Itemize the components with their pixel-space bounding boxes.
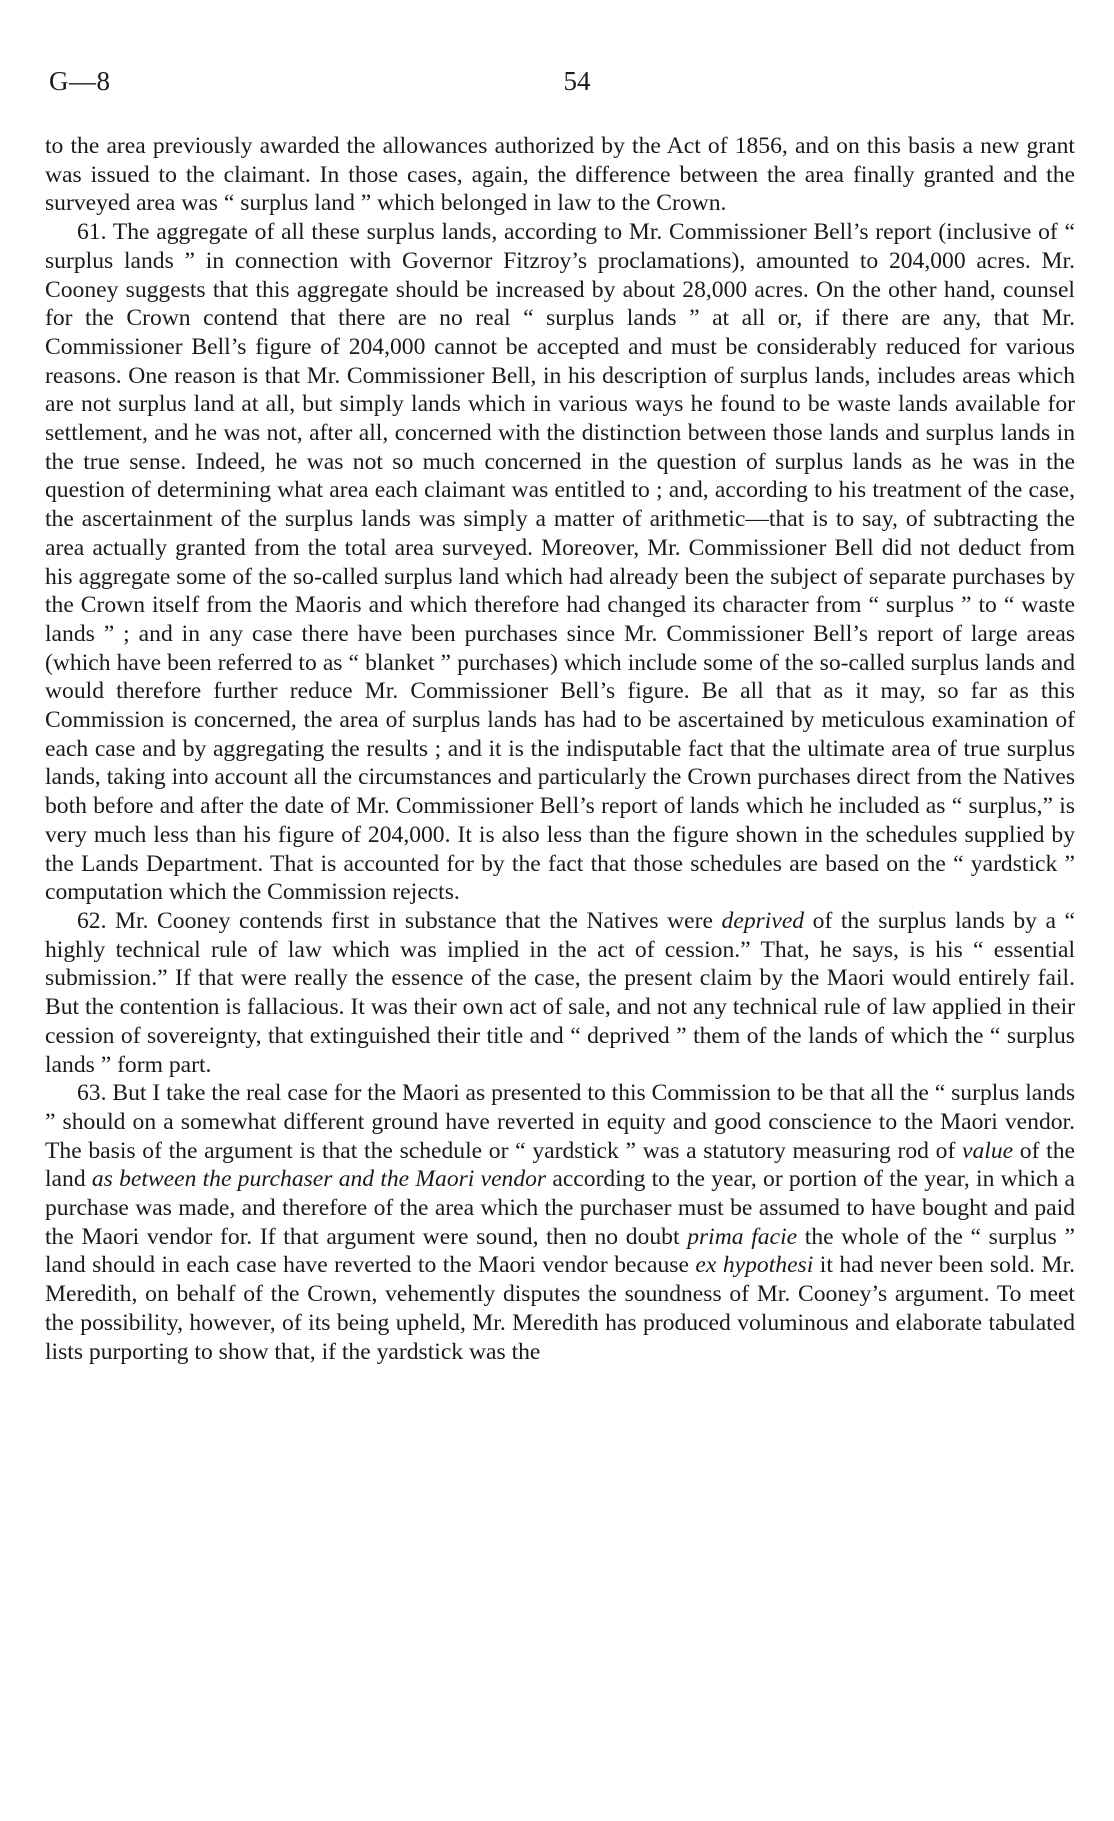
paragraph-63-italic-prima-facie: prima facie xyxy=(687,1223,798,1250)
paragraph-continuation: to the area previously awarded the allowances authorized by the Act of 1856, and on this basis a new grant was issued to the claimant. In those cases, again, the difference between the area finally granted and the surveyed area was “ surplus land ” which belonged in law to the Crown. xyxy=(45,133,1075,217)
paragraph-62-text-2: of the surplus lands by a “ highly technical rule of law which was implied in the act of cession.” That, he says, is his “ essential submission.” If that were really the essence of the case, the present claim by the Maori would entirely fail. But the contention is fallacious. It was their own act of sale, and not any technical rule of law applied in their cession of sovereignty, that extinguished their title and “ deprived ” them of the lands of which the “ surplus lands ” form part. xyxy=(45,907,1075,1078)
paragraph-63 xyxy=(45,1079,1075,1366)
paragraph-61: 61. The aggregate of all these surplus lands, according to Mr. Commissioner Bell’s report (inclusive of “ surplus lands ” in connection with Governor Fitzroy’s proclamations), amounted to 204,000 acres. Mr. Cooney suggests that this aggregate should be increased by about 28,000 acres. On the other hand, counsel for the Crown contend that there are no real “ surplus lands ” at all or, if there are any, that Mr. Commissioner Bell’s figure of 204,000 cannot be accepted and must be considerably reduced for various reasons. One reason is that Mr. Commissioner Bell, in his description of surplus lands, includes areas which are not surplus land at all, but simply lands which in various ways he found to be waste lands available for settlement, and he was not, after all, concerned with the distinction between those lands and surplus lands in the true sense. Indeed, he was not so much concerned in the question of surplus lands as he was in the question of determining what area each claimant was entitled to ; and, according to his treatment of the case, the ascertainment of the surplus lands was simply a matter of arithmetic—that is to say, of subtracting the area actually granted from the total area surveyed. Moreover, Mr. Commissioner Bell did not deduct from his aggregate some of the so-called surplus land which had already been the subject of separate purchases by the Crown itself from the Maoris and which therefore had changed its character from “ surplus ” to “ waste lands ” ; and in any case there have been purchases since Mr. Commissioner Bell’s report of large areas (which have been referred to as “ blanket ” purchases) which include some of the so-called surplus lands and would therefore further reduce Mr. Commissioner Bell’s figure. Be all that as it may, so far as this Commission is concerned, the area of surplus lands has had to be ascertained by meticulous examination of each case and by aggregating the results ; and it is the indisputable fact that the ultimate area of true surplus lands, taking into account all the circumstances and particularly the Crown purchases direct from the Natives both before and after the date of Mr. Commissioner Bell’s report of lands which he included as “ surplus,” is very much less than his figure of 204,000. It is also less than the figure shown in the schedules supplied by the Lands Department. That is accounted for by the fact that those schedules are based on the “ yardstick ” computation which the Commission rejects. xyxy=(45,219,1075,906)
paragraph-62 xyxy=(45,907,1075,1079)
paragraph-63-italic-value: value xyxy=(962,1137,1014,1164)
paragraph-63-text-4: the whole of the “ surplus ” land should in each case have reverted to the Maori vendor because xyxy=(45,1223,1075,1279)
paragraph-62-text-1: 62. Mr. Cooney contends first in substance that the Natives were xyxy=(77,907,722,934)
paragraph-63-text-3: according to the year, or portion of the year, in which a purchase was made, and therefore of the area which the purchaser must be assumed to have bought and paid the Maori vendor for. If that argument were sound, then no doubt xyxy=(45,1166,1075,1250)
paragraph-63-text-5: it had never been sold. Mr. Meredith, on behalf of the Crown, vehemently disputes the soundness of Mr. Cooney’s argument. To meet the possibility, however, of its being upheld, Mr. Meredith has produced voluminous and elaborate tabulated lists purporting to show that, if the yardstick was the xyxy=(45,1252,1075,1365)
page-number: 54 xyxy=(563,66,591,96)
body-text xyxy=(45,132,1075,1366)
paragraph-63-italic-as-between: as between the purchaser and the Maori vendor xyxy=(91,1166,547,1193)
paragraph-63-text-2: of the land xyxy=(45,1137,1075,1193)
paragraph-63-italic-ex-hypothesi: ex hypothesi xyxy=(695,1252,814,1279)
paragraph-63-text-1: 63. But I take the real case for the Maori as presented to this Commission to be that all the “ surplus lands ” should on a somewhat different ground have reverted in equity and good conscience to the Maori vendor. The basis of the argument is that the schedule or “ yardstick ” was a statutory measuring rod of xyxy=(45,1080,1075,1164)
page-header xyxy=(45,66,1069,100)
document-code: G—8 xyxy=(49,66,111,96)
paragraph-62-italic-deprived: deprived xyxy=(721,907,805,934)
